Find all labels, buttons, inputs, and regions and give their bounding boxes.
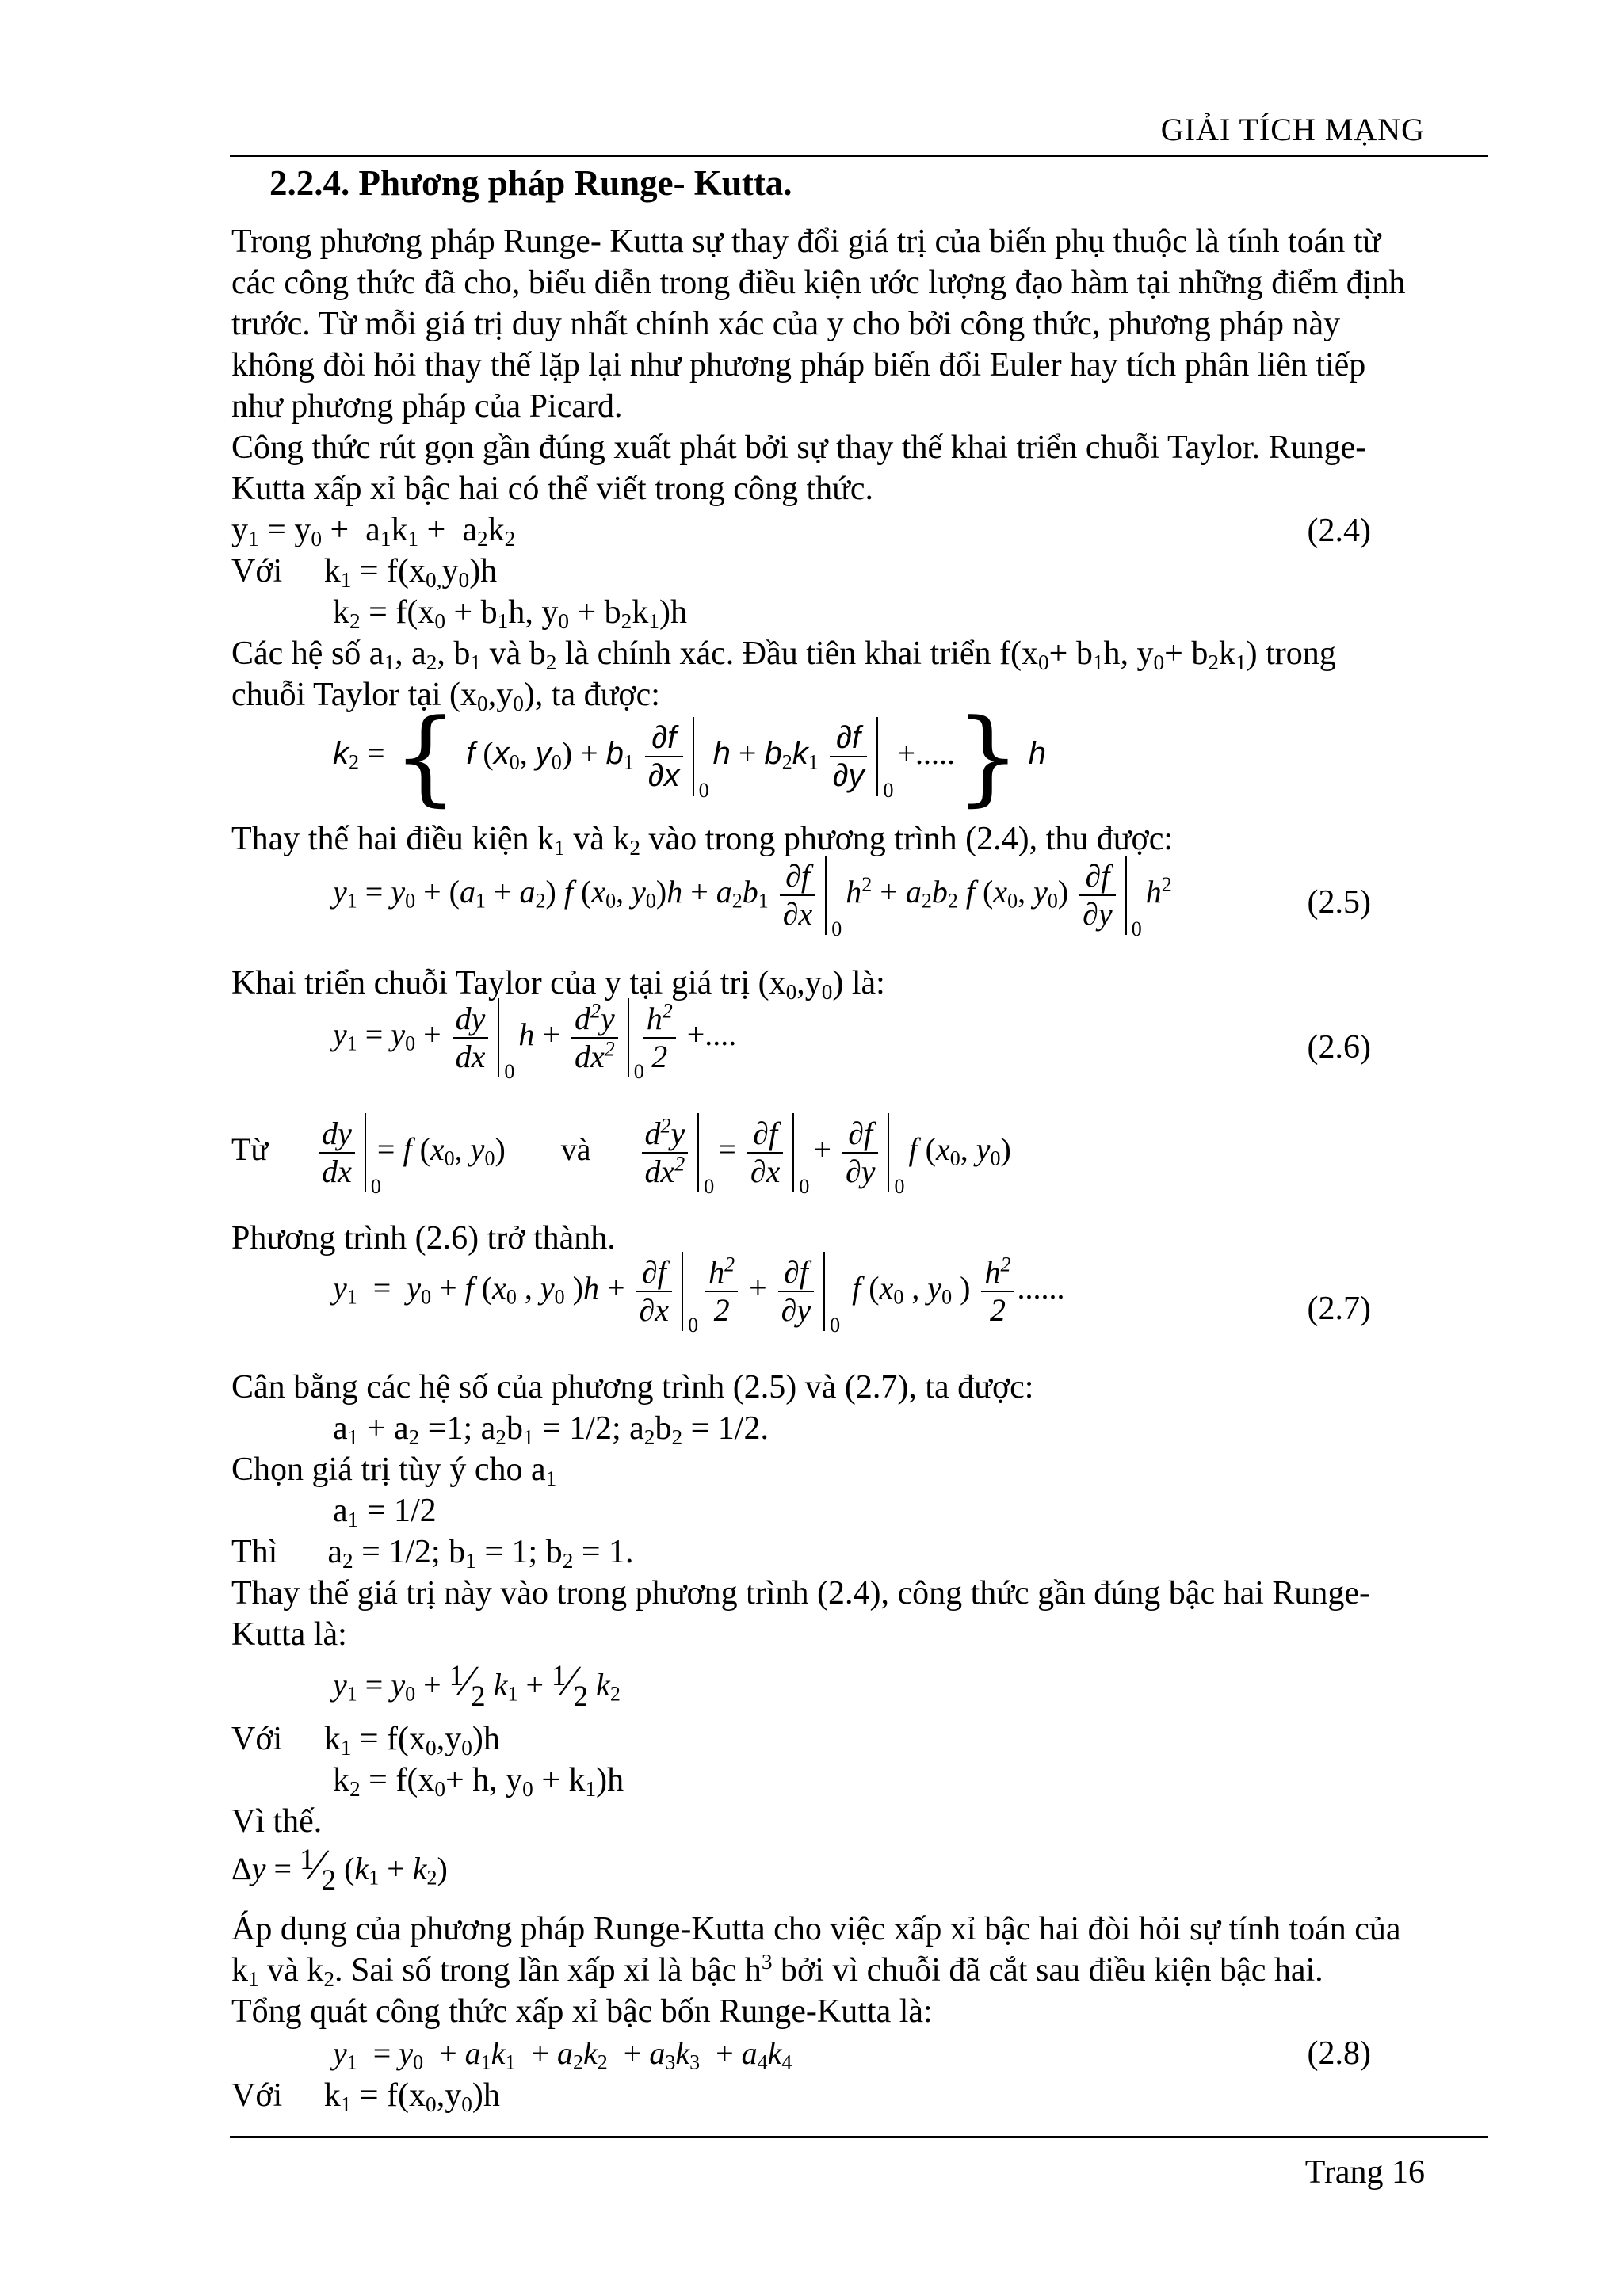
a1-value: $a_1 = 1/2$ [333,1493,437,1531]
equation-2-4: $y_1 = y_0 + a_1k_1 + a_2k_2$ [231,512,516,551]
pt26-line: Phương trình (2.6) trở thành. [231,1220,616,1257]
equation-2-5: $y_1 = y_0 + (a_1 + a_2)$ f ($x_0$, $y_0)h + a_2b_1$ $\frac{\partial f}{\partial x}$ 0 $h^2 + a_2b_2$ f ($x_0$, $y_0$) $\frac{\partial f}{\partial y}$ 0 $h^2$ [333,856,1172,935]
running-header: GIẢI TÍCH MẠNG [1160,112,1425,147]
eq-number-2-6: (2.6) [1307,1029,1371,1066]
taylor-y-line: Khai triển chuỗi Taylor của y tại giá trị $(x_0,y_0)$ là: [231,965,885,1004]
second-order-formula: $y_1 = y_0$ + $^1⁄_2$ $k_1$ + $^1⁄_2$ $k_2$ [333,1657,621,1712]
substitute-values-line-2: Kutta là: [231,1616,347,1653]
header-rule [230,155,1488,157]
taylor-line: chuỗi Taylor tại $(x_0,y_0)$, ta được: [231,677,660,715]
eq-number-2-7: (2.7) [1307,1291,1371,1327]
chon-line: Chọn giá trị tùy ý cho $a_1$ [231,1451,557,1490]
footer-rule [230,2136,1488,2138]
para1-line-2: các công thức đã cho, biểu diễn trong điều kiện ước lượng đạo hàm tại những điểm định [231,265,1406,301]
can-bang-line: Cân bằng các hệ số của phương trình (2.5) và (2.7), ta được: [231,1369,1034,1405]
delta-y-formula: $\Delta y = ^1⁄_2$ $(k_1 + k_2)$ [231,1840,448,1896]
para1-line-4: không đòi hỏi thay thế lặp lại như phương pháp biến đổi Euler hay tích phân liên tiếp [231,347,1366,383]
vi-the-line: Vì thế. [231,1803,323,1840]
k2-second-order: $k_2 = f(x_0+ h$, $y_0 + k_1)h$ [333,1762,624,1801]
derivative-relations: Từ $\frac{dy}{dx}$ 0 = f ($x_0$, $y_0$) và $\frac{d^2y}{dx^2}$ 0 = $\frac{\partial f}{\partial x}$ 0 + $\frac{\partial f}{\partial y}$ 0 f ($x_0$, $y_0$) [231,1114,1011,1198]
para1-line-1: Trong phương pháp Runge- Kutta sự thay đổi giá trị của biến phụ thuộc là tính toán từ [231,223,1381,260]
coefficient-equations: $a_1 + a_2 =1$; $a_2b_1 = 1/2$; $a_2b_2 = 1/2$. [333,1410,769,1449]
equation-2-6: $y_1 = y_0$ + $\frac{dy}{dx}$ 0 h + $\frac{d^2y}{dx^2}$ 0 $\frac{h^2}{2}$ +.... [333,999,737,1083]
tong-quat-line: Tổng quát công thức xấp xỉ bậc bốn Runge-Kutta là: [231,1993,933,2030]
k1-definition: Với $k_1 = f(x_{0,}y_0)h$ [231,553,498,592]
ap-dung-line-1: Áp dụng của phương pháp Runge-Kutta cho việc xấp xỉ bậc hai đòi hỏi sự tính toán của [231,1911,1401,1947]
k1-fourth-order: Với $k_1 = f(x_0,y_0)h$ [231,2077,500,2116]
eq-number-2-5: (2.5) [1307,884,1371,921]
section-title: 2.2.4. Phương pháp Runge- Kutta. [269,163,792,203]
substitute-values-line-1: Thay thế giá trị này vào trong phương trình (2.4), công thức gần đúng bậc hai Runge- [231,1575,1371,1611]
k2-expansion: $k_2$ = { f ($x_0$, $y_0) + b_1$ $\frac{\partial f}{\partial x}$ 0 $h + b_2k_1$ $\frac{\partial f}{\partial y}$ 0 +.....} h [333,696,1046,817]
equation-2-7: $y_1 = y_0 + f$ ($x_0$ , $y_0$ )h + $\frac{\partial f}{\partial x}$ 0 $\frac{h^2}{2}$ + $\frac{\partial f}{\partial y}$ 0 f ($x_0$ , $y_0$ ) $\frac{h^2}{2}$ ...... [333,1253,1065,1337]
k2-definition: $k_2 = f(x_0 + b_1h$, $y_0 + b_2k_1)h$ [333,594,687,633]
eq-number-2-8: (2.8) [1307,2035,1371,2072]
para2-line-1: Công thức rút gọn gần đúng xuất phát bởi sự thay thế khai triển chuỗi Taylor. Runge- [231,429,1367,466]
substitute-line: Thay thế hai điều kiện $k_1$ và $k_2$ vào trong phương trình (2.4), thu được: [231,821,1174,860]
k1-second-order: Với $k_1 = f(x_0,y_0)h$ [231,1721,500,1760]
page-number: Trang 16 [1304,2154,1425,2191]
para2-line-2: Kutta xấp xỉ bậc hai có thể viết trong công thức. [231,471,874,507]
eq-number-2-4: (2.4) [1307,513,1371,549]
coefficients-line: Các hệ số $a_1$, $a_2$, $b_1$ và $b_2$ là chính xác. Đầu tiên khai triển $f(x_0+ b_1h$, $y_0+ b_2k_1$) trong [231,635,1336,674]
para1-line-3: trước. Từ mỗi giá trị duy nhất chính xác của y cho bởi công thức, phương pháp này [231,306,1341,342]
thi-line: Thì $a_2 = 1/2$; $b_1 = 1$; $b_2 = 1$. [231,1534,634,1573]
ap-dung-line-2: $k_1$ và $k_2$. Sai số trong lần xấp xỉ là bậc $h^3$ bởi vì chuỗi đã cắt sau điều kiện bậc hai. [231,1950,1323,1991]
equation-2-8: $y_1 = y_0 + a_1k_1 + a_2k_2 + a_3k_3 + a_4k_4$ [333,2035,792,2074]
para1-line-5: như phương pháp của Picard. [231,388,623,425]
